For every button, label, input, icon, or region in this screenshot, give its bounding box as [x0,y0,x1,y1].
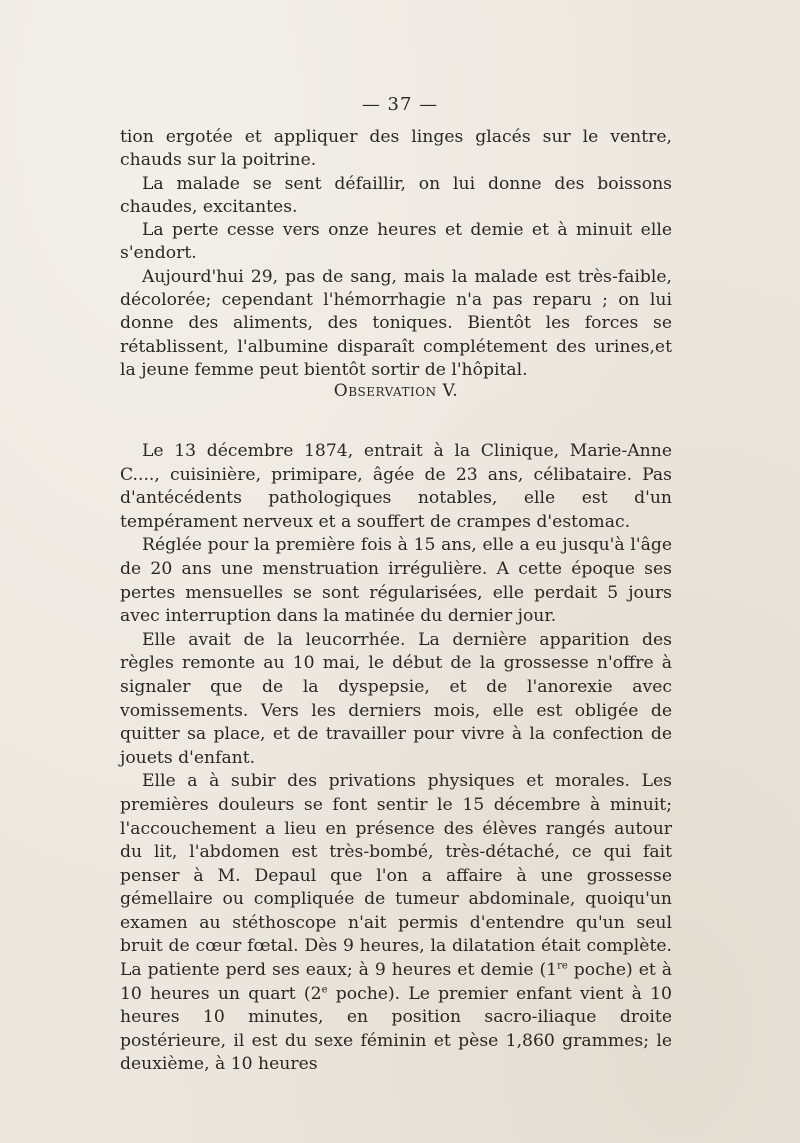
paragraph: Le 13 décembre 1874, entrait à la Clinique, Marie-Anne C...., cuisinière, primipare, âgée de 23 ans, célibataire. Pas d'antécédents pathologiques notables, elle est d'un tempérament nerveux et a souffert de crampes d'estomac. [120,441,672,532]
text-run: poche). Le premier enfant vient à 10 heures 10 minutes, en position sacro-iliaque droite postérieure, il est du sexe féminin et pèse 1,860 grammes; le deuxième, à 10 heures [120,983,672,1075]
text-run: Elle a à subir des privations physiques et morales. Les premières douleurs se font sentir le 15 décembre à minuit; l'accouchement a lieu en présence des élèves rangés autour du lit, l'abdomen est très-bombé, très-détaché, ce qui fait penser à M. Depaul que l'on a affaire à une grossesse gémellaire ou compliquée de tumeur abdominale, quoiqu'un examen au stéthoscope n'ait permis d'entendre qu'un seul bruit de cœur fœtal. Dès 9 heures, la dilatation était complète. La patiente perd ses eaux; à 9 heures et demie (1 [120,771,672,981]
superscript: e [321,983,328,995]
observation-section [120,381,672,1077]
top-text-block [120,126,672,382]
paragraph: La malade se sent défaillir, on lui donne des boissons chaudes, excitantes. [120,173,672,217]
paragraph: tion ergotée et appliquer des linges glacés sur le ventre, chauds sur la poitrine. [120,127,672,171]
paragraph: La perte cesse vers onze heures et demie et à minuit elle s'endort. [120,220,672,264]
paragraph: Elle avait de la leucorrhée. La dernière apparition des règles remonte au 10 mai, le début de la grossesse n'offre à signaler que de la dyspepsie, et de l'anorexie avec vomissements. Vers les derniers mois, elle est obligée de quitter sa place, et de travailler pour vivre à la confection de jouets d'enfant. [120,629,672,768]
observation-heading: Observation V. [333,381,459,401]
paragraph: Aujourd'hui 29, pas de sang, mais la malade est très-faible, décolorée; cependant l'hémorrhagie n'a pas reparu ; on lui donne des aliments, des toniques. Bientôt les forces se rétablissent, l'albumine disparaît complétement des urines,et la jeune femme peut bientôt sortir de l'hôpital. [120,266,672,380]
page-number: — 37 — [361,94,439,115]
paragraph-last [120,770,672,1077]
superscript: re [557,960,568,972]
text-run: poche) et à 10 heures un quart (2 [120,960,672,1004]
paragraph: Réglée pour la première fois à 15 ans, elle a eu jusqu'à l'âge de 20 ans une menstruation irrégulière. A cette époque ses pertes mensuelles se sont régularisées, elle perdait 5 jours avec interruption dans la matinée du dernier jour. [120,535,672,627]
